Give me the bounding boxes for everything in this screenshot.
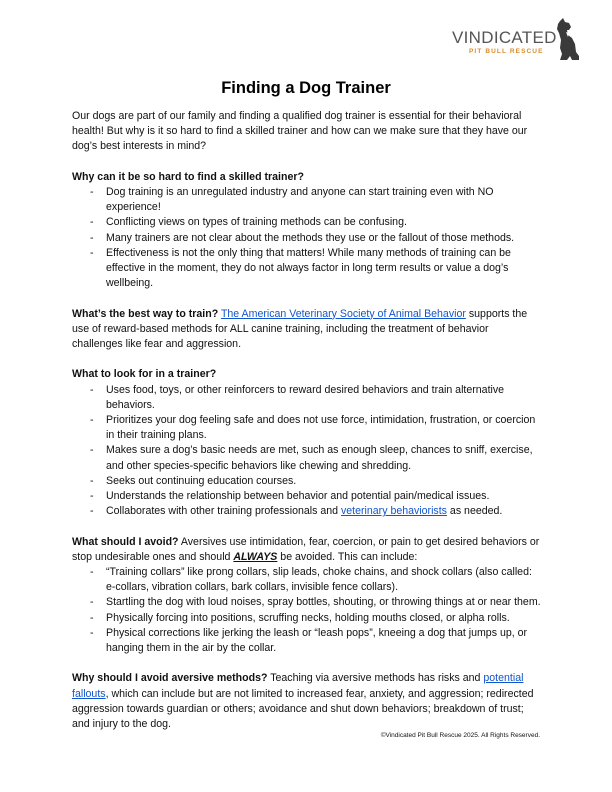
logo-name: VINDICATED <box>452 28 557 47</box>
section3-list <box>72 383 542 520</box>
list-item: - Conflicting views on types of training methods can be confusing. <box>72 215 542 230</box>
list-item: - Makes sure a dog’s basic needs are met, such as enough sleep, chances to sniff, exercise, and other species-specific behaviors like chewing and shredding. <box>72 443 542 473</box>
list-item: - Effectiveness is not the only thing that matters! While many methods of training can be effective in the moment, they do not always factor in long term results or value a dog’s wellbeing. <box>72 246 542 292</box>
avsab-link[interactable]: The American Veterinary Society of Animal Behavior <box>220 307 466 320</box>
section3-heading: What to look for in a trainer? <box>72 368 217 381</box>
list-item: - Dog training is an unregulated industry and anyone can start training even with NO experience! <box>72 185 542 215</box>
section2-paragraph <box>72 307 542 353</box>
section4-paragraph <box>72 535 542 565</box>
document-body <box>72 109 542 732</box>
always-emphasis: ALWAYS <box>233 550 278 563</box>
section4-body-before: Aversives use intimidation, fear, coercion, or pain to get desired behaviors or stop undesirable ones and should <box>72 535 540 563</box>
section5-paragraph <box>72 671 542 732</box>
list-item <box>72 504 542 519</box>
last-item-suffix: as needed. <box>449 505 503 518</box>
section1-heading: Why can it be so hard to find a skilled trainer? <box>72 170 304 183</box>
list-item: - “Training collars” like prong collars, slip leads, choke chains, and shock collars (also called: e-collars, vibration collars, bark collars, invisible fence collars). <box>72 565 542 595</box>
potential-fallouts-link[interactable]: potential fallouts <box>72 672 524 700</box>
intro-paragraph: Our dogs are part of our family and finding a qualified dog trainer is essential for their behavioral health! But why is it so hard to find a skilled trainer and how can we make sure that they have our dog’s best interests in mind? <box>72 110 528 153</box>
list-item: - Physically forcing into positions, scruffing necks, holding mouths closed, or alpha rolls. <box>72 611 542 626</box>
list-item: - Many trainers are not clear about the methods they use or the fallout of those methods. <box>72 231 542 246</box>
copyright-footer: ©Vindicated Pit Bull Rescue 2025. All Rights Reserved. <box>380 732 540 739</box>
section5-body-after: , which can include but are not limited to increased fear, anxiety, and aggression; redirected aggression towards guardian or others; avoidance and shut down behaviors; breakdown of trust; and injury to the dog. <box>72 687 534 731</box>
section4-heading: What should I avoid? <box>72 535 179 548</box>
list-item: - Understands the relationship between behavior and potential pain/medical issues. <box>72 489 542 504</box>
section5-heading: Why should I avoid aversive methods? <box>72 672 268 685</box>
veterinary-behaviorists-link[interactable]: veterinary behaviorists <box>340 505 447 518</box>
list-item: - Uses food, toys, or other reinforcers to reward desired behaviors and train alternative behaviors. <box>72 383 542 413</box>
section4-body-after: be avoided. This can include: <box>280 550 418 563</box>
section1-list <box>72 185 542 291</box>
last-item-prefix: Collaborates with other training professionals and <box>106 505 339 518</box>
dog-logo-icon <box>548 18 582 60</box>
section4-list <box>72 565 542 656</box>
logo-tagline: PIT BULL RESCUE <box>469 48 544 55</box>
list-item: - Physical corrections like jerking the leash or “leash pops”, kneeing a dog that jumps up, or hanging them in the air by the collar. <box>72 626 542 656</box>
section5-body-before: Teaching via aversive methods has risks and <box>270 672 481 685</box>
list-item: - Prioritizes your dog feeling safe and does not use force, intimidation, frustration, or coercion in their training plans. <box>72 413 542 443</box>
list-item: - Seeks out continuing education courses. <box>72 474 542 489</box>
list-item: - Startling the dog with loud noises, spray bottles, shouting, or throwing things at or near them. <box>72 595 542 610</box>
page-title: Finding a Dog Trainer <box>221 79 391 97</box>
section2-body: supports the use of reward-based methods for ALL canine training, including the treatment of behavior challenges like fear and aggression. <box>72 307 528 351</box>
section2-heading: What’s the best way to train? <box>72 307 219 320</box>
vindicated-logo <box>452 18 582 60</box>
